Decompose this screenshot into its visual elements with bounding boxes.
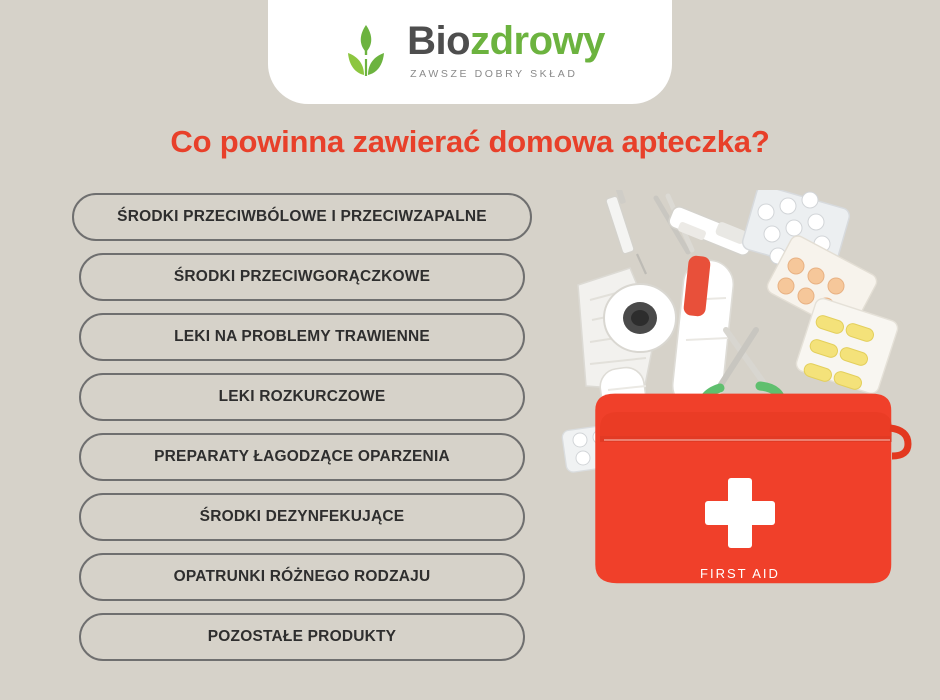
brand-name-part2: zdrowy xyxy=(470,18,605,63)
list-item: LEKI NA PROBLEMY TRAWIENNE xyxy=(79,313,525,361)
list-item: ŚRODKI PRZECIWBÓLOWE I PRZECIWZAPALNE xyxy=(72,193,532,241)
list-item: POZOSTAŁE PRODUKTY xyxy=(79,613,525,661)
bag-label: FIRST AID xyxy=(700,566,780,581)
thermometer-icon xyxy=(667,205,755,258)
list-item: ŚRODKI PRZECIWGORĄCZKOWE xyxy=(79,253,525,301)
brand-wordmark xyxy=(407,18,605,80)
brand-tagline: ZAWSZE DOBRY SKŁAD xyxy=(410,67,578,80)
list-item: OPATRUNKI RÓŻNEGO RODZAJU xyxy=(79,553,525,601)
list-item: LEKI ROZKURCZOWE xyxy=(79,373,525,421)
page-title: Co powinna zawierać domowa apteczka? xyxy=(170,124,770,159)
first-aid-bag xyxy=(595,394,908,584)
first-aid-kit-photo xyxy=(560,190,920,650)
syringe-icon xyxy=(605,190,646,274)
brand-name-part1: Bio xyxy=(407,18,471,63)
checklist xyxy=(72,193,532,661)
list-item: PREPARATY ŁAGODZĄCE OPARZENIA xyxy=(79,433,525,481)
brand-logo xyxy=(335,19,605,81)
adhesive-tape-icon xyxy=(604,284,676,352)
brand-name xyxy=(407,18,605,63)
list-item: ŚRODKI DEZYNFEKUJĄCE xyxy=(79,493,525,541)
brand-logo-plate xyxy=(268,0,672,104)
leaf-icon xyxy=(335,19,397,81)
